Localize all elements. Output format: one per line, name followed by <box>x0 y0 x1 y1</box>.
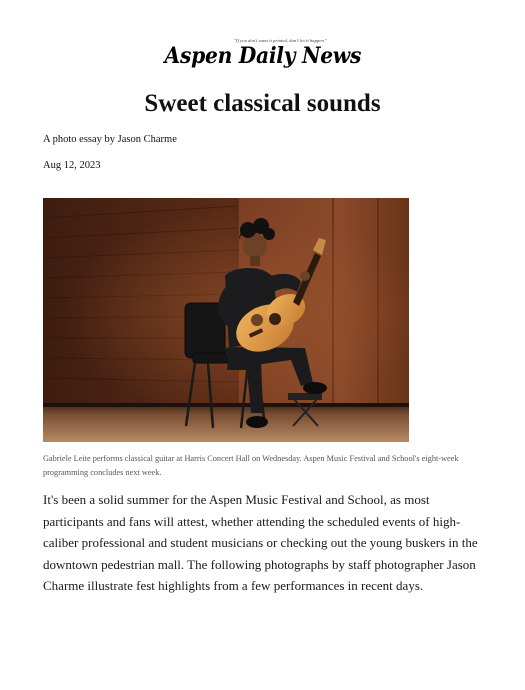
masthead <box>0 38 525 68</box>
masthead-tagline: "If you don't want it printed, don't let it happen." <box>233 38 328 43</box>
photo-caption: Gabriele Leite performs classical guitar at Harris Concert Hall on Wednesday. Aspen Music Festival and School's eight-week programming concludes next week. <box>43 454 459 477</box>
masthead-logo[interactable]: Aspen Daily News <box>164 43 361 69</box>
guitarist-photo-illustration <box>43 198 409 442</box>
article-photo <box>43 198 409 442</box>
article-byline: A photo essay by Jason Charme <box>43 134 177 145</box>
article-body: It's been a solid summer for the Aspen Music Festival and School, as most participants and fans will attest, whether attending the scheduled events of high-caliber professional and student musicians or checking out the young buskers in the downtown pedestrian mall. The following photographs by staff photographer Jason Charme illustrate fest highlights from a few performances in recent days. <box>43 492 478 593</box>
article-date: Aug 12, 2023 <box>43 160 101 171</box>
article-headline: Sweet classical sounds <box>144 90 381 117</box>
